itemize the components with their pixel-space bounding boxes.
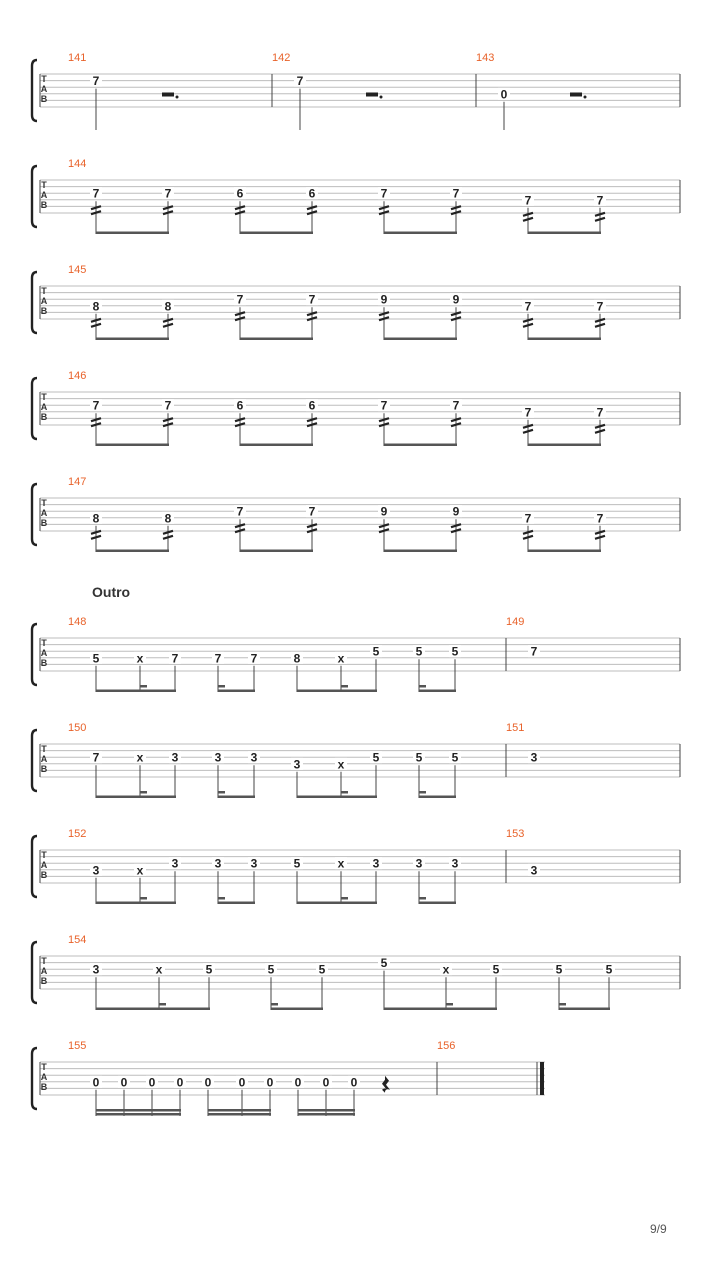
tremolo-slash: [307, 211, 317, 214]
tremolo-slash: [235, 423, 245, 426]
fret-number: 0: [238, 1075, 246, 1090]
beam: [240, 444, 313, 447]
tremolo-slash: [235, 529, 245, 532]
beam: [297, 690, 377, 693]
measure-number: 148: [68, 616, 87, 628]
tremolo-slash: [163, 324, 173, 327]
tremolo-slash: [595, 218, 605, 221]
fret-number: 7: [380, 186, 388, 201]
fret-number: 5: [380, 956, 388, 971]
fret-number: x: [337, 651, 345, 666]
fret-number: 3: [415, 856, 423, 871]
tremolo-slash: [307, 423, 317, 426]
fret-number: 7: [308, 292, 316, 307]
tab-system: [32, 934, 680, 1010]
fret-number: 9: [380, 504, 388, 519]
partial-beam: [218, 685, 225, 688]
tremolo-slash: [595, 324, 605, 327]
tab-clef-letter: A: [40, 296, 48, 306]
fret-number: 7: [164, 398, 172, 413]
beam: [384, 232, 457, 235]
measure-number: 141: [68, 52, 87, 64]
tab-clef-letter: B: [40, 200, 48, 210]
fret-number: 0: [350, 1075, 358, 1090]
system-bracket: [32, 484, 37, 545]
fret-number: x: [442, 962, 450, 977]
tab-clef-letter: B: [40, 870, 48, 880]
beam: [96, 338, 169, 341]
fret-number: 7: [596, 193, 604, 208]
fret-number: 5: [318, 962, 326, 977]
measure-number: 156: [437, 1040, 456, 1052]
tab-system: [32, 1040, 685, 1116]
measure-number: 149: [506, 616, 525, 628]
fret-number: x: [337, 856, 345, 871]
system-bracket: [32, 60, 37, 121]
fret-number: 0: [266, 1075, 274, 1090]
fret-number: 7: [524, 511, 532, 526]
partial-beam: [341, 685, 348, 688]
fret-number: 7: [250, 651, 258, 666]
beam: [208, 1109, 271, 1112]
fret-number: 7: [380, 398, 388, 413]
fret-number: 5: [372, 644, 380, 659]
system-bracket: [32, 624, 37, 685]
fret-number: 7: [452, 186, 460, 201]
tab-system: [32, 722, 680, 798]
fret-number: 7: [171, 651, 179, 666]
fret-number: 7: [596, 299, 604, 314]
beam: [240, 550, 313, 553]
fret-number: 5: [267, 962, 275, 977]
measure-number: 143: [476, 52, 495, 64]
fret-number: 6: [236, 398, 244, 413]
beam: [297, 796, 377, 799]
measure-number: 144: [68, 158, 87, 170]
fret-number: 7: [530, 644, 538, 659]
rest-dot: [380, 96, 383, 99]
rest-dot: [176, 96, 179, 99]
system-bracket: [32, 272, 37, 333]
beam: [240, 338, 313, 341]
fret-number: 7: [524, 299, 532, 314]
measure-number: 145: [68, 264, 87, 276]
tab-clef-letter: T: [41, 498, 47, 508]
tab-clef-letter: A: [40, 190, 48, 200]
tab-system: [32, 264, 680, 340]
beam: [96, 902, 176, 905]
fret-number: 3: [451, 856, 459, 871]
fret-number: x: [155, 962, 163, 977]
fret-number: 5: [293, 856, 301, 871]
fret-number: 3: [250, 750, 258, 765]
fret-number: 3: [293, 757, 301, 772]
fret-number: 0: [176, 1075, 184, 1090]
fret-number: 3: [372, 856, 380, 871]
beam: [96, 1109, 181, 1112]
fret-number: 9: [380, 292, 388, 307]
partial-beam: [140, 897, 147, 900]
beam: [419, 690, 456, 693]
beam: [419, 902, 456, 905]
beam: [96, 796, 176, 799]
fret-number: 0: [500, 87, 508, 102]
beam: [218, 902, 255, 905]
fret-number: 7: [596, 405, 604, 420]
measure-number: 150: [68, 722, 87, 734]
beam: [528, 232, 601, 235]
tab-clef-letter: B: [40, 764, 48, 774]
fret-number: 0: [92, 1075, 100, 1090]
tab-clef-letter: T: [41, 956, 47, 966]
fret-number: 3: [92, 863, 100, 878]
fret-number: 0: [148, 1075, 156, 1090]
tab-clef-letter: A: [40, 1072, 48, 1082]
partial-beam: [559, 1003, 566, 1006]
fret-number: 5: [555, 962, 563, 977]
tab-system: [32, 370, 680, 446]
tab-clef-letter: B: [40, 518, 48, 528]
tremolo-slash: [307, 529, 317, 532]
tremolo-slash: [163, 211, 173, 214]
fret-number: 7: [92, 750, 100, 765]
beam: [96, 550, 169, 553]
tremolo-slash: [163, 423, 173, 426]
tremolo-slash: [379, 529, 389, 532]
system-bracket: [32, 836, 37, 897]
fret-number: 3: [530, 750, 538, 765]
tremolo-slash: [451, 529, 461, 532]
partial-beam: [419, 791, 426, 794]
final-barline-thick: [540, 1062, 544, 1095]
fret-number: 6: [308, 186, 316, 201]
beam: [419, 796, 456, 799]
tremolo-slash: [379, 317, 389, 320]
tremolo-slash: [451, 423, 461, 426]
section-label: Outro: [92, 584, 131, 600]
beam: [96, 1113, 181, 1116]
half-rest: [162, 93, 174, 97]
tab-clef-letter: T: [41, 850, 47, 860]
fret-number: 5: [451, 750, 459, 765]
tremolo-slash: [451, 317, 461, 320]
fret-number: 9: [452, 292, 460, 307]
beam: [96, 1008, 210, 1011]
beam: [271, 1008, 323, 1011]
tremolo-slash: [91, 536, 101, 539]
beam: [384, 1008, 497, 1011]
fret-number: 5: [92, 651, 100, 666]
fret-number: 3: [250, 856, 258, 871]
fret-number: 7: [164, 186, 172, 201]
beam: [298, 1109, 355, 1112]
fret-number: 6: [308, 398, 316, 413]
tremolo-slash: [523, 430, 533, 433]
fret-number: x: [337, 757, 345, 772]
beam: [298, 1113, 355, 1116]
half-rest: [366, 93, 378, 97]
fret-number: 5: [451, 644, 459, 659]
tab-clef-letter: B: [40, 976, 48, 986]
tremolo-slash: [379, 211, 389, 214]
beam: [96, 690, 176, 693]
tremolo-slash: [451, 211, 461, 214]
fret-number: 9: [452, 504, 460, 519]
fret-number: 7: [92, 186, 100, 201]
beam: [559, 1008, 610, 1011]
tab-clef-letter: A: [40, 754, 48, 764]
system-bracket: [32, 378, 37, 439]
partial-beam: [218, 897, 225, 900]
beam: [528, 550, 601, 553]
partial-beam: [419, 897, 426, 900]
tab-clef-letter: A: [40, 860, 48, 870]
tab-system: [32, 584, 680, 692]
fret-number: 7: [236, 292, 244, 307]
tremolo-slash: [235, 317, 245, 320]
tab-clef-letter: B: [40, 658, 48, 668]
tab-system: [32, 476, 680, 552]
quarter-rest: [382, 1076, 390, 1093]
measure-number: 142: [272, 52, 291, 64]
tremolo-slash: [307, 317, 317, 320]
fret-number: 5: [205, 962, 213, 977]
fret-number: 0: [204, 1075, 212, 1090]
beam: [384, 444, 457, 447]
tremolo-slash: [91, 211, 101, 214]
tab-clef-letter: T: [41, 744, 47, 754]
fret-number: 5: [492, 962, 500, 977]
partial-beam: [341, 791, 348, 794]
tab-clef-letter: A: [40, 648, 48, 658]
tab-clef-letter: T: [41, 1062, 47, 1072]
beam: [96, 232, 169, 235]
fret-number: 5: [415, 644, 423, 659]
fret-number: 0: [322, 1075, 330, 1090]
fret-number: 3: [214, 856, 222, 871]
fret-number: 5: [605, 962, 613, 977]
fret-number: 7: [296, 74, 304, 89]
fret-number: 7: [524, 193, 532, 208]
partial-beam: [218, 791, 225, 794]
fret-number: 3: [92, 962, 100, 977]
measure-number: 153: [506, 828, 525, 840]
fret-number: 7: [308, 504, 316, 519]
measure-number: 147: [68, 476, 87, 488]
beam: [208, 1113, 271, 1116]
tab-clef-letter: A: [40, 966, 48, 976]
measure-number: 151: [506, 722, 525, 734]
fret-number: 5: [415, 750, 423, 765]
fret-number: 7: [236, 504, 244, 519]
beam: [297, 902, 377, 905]
partial-beam: [341, 897, 348, 900]
beam: [96, 444, 169, 447]
tab-clef-letter: T: [41, 638, 47, 648]
beam: [384, 338, 457, 341]
fret-number: 8: [92, 511, 100, 526]
system-bracket: [32, 1048, 37, 1109]
tab-clef-letter: T: [41, 392, 47, 402]
tab-clef-letter: A: [40, 84, 48, 94]
beam: [240, 232, 313, 235]
fret-number: x: [136, 750, 144, 765]
beam: [384, 550, 457, 553]
fret-number: 3: [171, 750, 179, 765]
fret-number: 7: [596, 511, 604, 526]
rest-dot: [584, 96, 587, 99]
fret-number: 7: [92, 398, 100, 413]
fret-number: 6: [236, 186, 244, 201]
tremolo-slash: [91, 423, 101, 426]
system-bracket: [32, 166, 37, 227]
beam: [528, 338, 601, 341]
tremolo-slash: [379, 423, 389, 426]
tab-clef-letter: A: [40, 508, 48, 518]
tremolo-slash: [523, 324, 533, 327]
partial-beam: [271, 1003, 278, 1006]
page-number: 9/9: [650, 1222, 667, 1236]
tremolo-slash: [163, 536, 173, 539]
fret-number: 5: [372, 750, 380, 765]
beam: [528, 444, 601, 447]
tab-clef-letter: T: [41, 74, 47, 84]
beam: [218, 690, 255, 693]
fret-number: 7: [452, 398, 460, 413]
tremolo-slash: [523, 536, 533, 539]
fret-number: x: [136, 863, 144, 878]
tab-system: [32, 158, 680, 234]
partial-beam: [446, 1003, 453, 1006]
fret-number: 3: [530, 863, 538, 878]
tab-clef-letter: T: [41, 180, 47, 190]
fret-number: 7: [214, 651, 222, 666]
fret-number: 0: [120, 1075, 128, 1090]
tab-clef-letter: T: [41, 286, 47, 296]
measure-number: 154: [68, 934, 87, 946]
fret-number: 3: [214, 750, 222, 765]
measure-number: 146: [68, 370, 87, 382]
tremolo-slash: [595, 536, 605, 539]
tremolo-slash: [91, 324, 101, 327]
measure-number: 155: [68, 1040, 87, 1052]
fret-number: 3: [171, 856, 179, 871]
tab-clef-letter: B: [40, 94, 48, 104]
fret-number: 8: [92, 299, 100, 314]
measure-number: 152: [68, 828, 87, 840]
tab-clef-letter: B: [40, 306, 48, 316]
tab-clef-letter: B: [40, 1082, 48, 1092]
fret-number: x: [136, 651, 144, 666]
fret-number: 7: [92, 74, 100, 89]
tab-system: [32, 52, 680, 130]
partial-beam: [140, 685, 147, 688]
system-bracket: [32, 942, 37, 1003]
tremolo-slash: [235, 211, 245, 214]
half-rest: [570, 93, 582, 97]
fret-number: 8: [164, 299, 172, 314]
tab-clef-letter: B: [40, 412, 48, 422]
tremolo-slash: [595, 430, 605, 433]
fret-number: 8: [293, 651, 301, 666]
fret-number: 7: [524, 405, 532, 420]
fret-number: 0: [294, 1075, 302, 1090]
fret-number: 8: [164, 511, 172, 526]
partial-beam: [159, 1003, 166, 1006]
beam: [218, 796, 255, 799]
system-bracket: [32, 730, 37, 791]
partial-beam: [419, 685, 426, 688]
partial-beam: [140, 791, 147, 794]
tremolo-slash: [523, 218, 533, 221]
tab-system: [32, 828, 680, 904]
tab-clef-letter: A: [40, 402, 48, 412]
